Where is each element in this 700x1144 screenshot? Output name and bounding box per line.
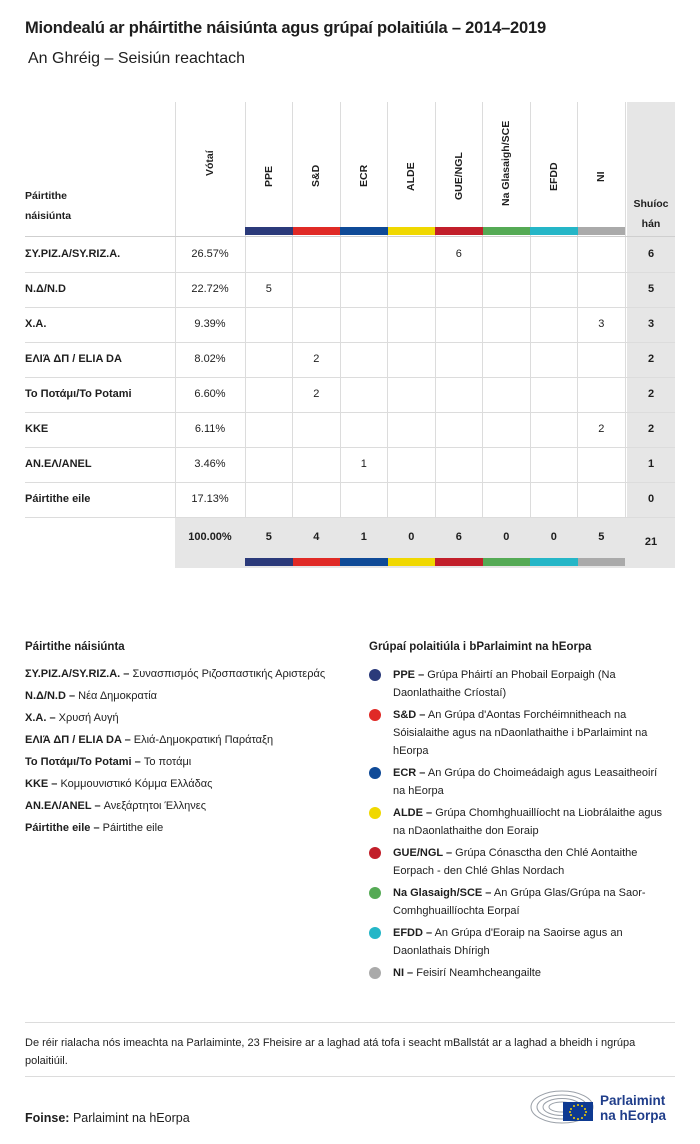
group-color-dot-icon [369,807,381,819]
vote-share: 22.72% [191,283,229,295]
group-seat-count [435,447,483,482]
group-seat-count: 2 [598,423,605,435]
legend-name: Feisirí Neamhcheangailte [416,967,541,979]
total-seats: 0 [647,493,655,505]
group-seat-count [530,237,578,272]
group-seat-count [388,342,436,377]
group-header-ni: NI [595,171,608,182]
legend-abbr: ΚΚΕ – [25,778,58,790]
group-seat-count [530,342,578,377]
table-row [25,342,675,378]
total-votes: 100.00% [188,531,232,543]
group-header-alde: ALDE [405,161,418,191]
group-header-s-d: S&D [310,164,323,187]
legend-name: Ανεξάρτητοι Έλληνες [103,800,207,812]
group-total: 4 [313,531,320,543]
group-total: 5 [598,531,605,543]
group-color-bar-top [245,227,293,235]
legend-name: An Grúpa d'Eoraip na Saoirse agus an Daonlathais Dhírigh [393,927,623,957]
legend-abbr: NI – [393,967,414,979]
party-name: ΚΚΕ [25,423,49,435]
national-party-legend-item [25,773,345,795]
group-seat-count [530,447,578,482]
legend-abbr: GUE/NGL – [393,847,453,859]
group-seat-count [483,342,531,377]
group-seat-count [483,412,531,447]
total-seats: 1 [647,458,655,470]
group-color-bar-bottom [293,558,341,566]
national-party-legend-item [25,685,345,707]
national-parties-legend [25,641,345,839]
group-color-dot-icon [369,847,381,859]
legend-abbr: Na Glasaigh/SCE – [393,887,492,899]
legend-abbr: S&D – [393,709,426,721]
group-header-efdd: EFDD [547,161,560,191]
national-party-legend-item [25,817,345,839]
group-seat-count [578,482,626,517]
political-group-legend-item [369,706,669,760]
group-color-bar-top [293,227,341,235]
group-seat-count [293,412,341,447]
page-subtitle: An Ghréig – Seisiún reachtach [28,50,246,67]
group-seat-count [340,412,388,447]
group-total: 1 [360,531,367,543]
group-header-ppe: PPE [262,165,275,187]
divider [25,1076,675,1077]
group-seat-count [578,377,626,412]
group-color-bar-bottom [483,558,531,566]
group-seat-count [435,307,483,342]
table-row [25,377,675,413]
group-total: 6 [455,531,462,543]
group-seat-count [530,482,578,517]
group-seat-count [530,377,578,412]
group-color-bar-top [530,227,578,235]
group-seat-count [483,447,531,482]
vote-share: 9.39% [194,318,226,330]
group-seat-count [245,307,293,342]
table-row [25,482,675,518]
party-name: Το Ποτάμι/To Potami [25,388,132,400]
vote-share: 17.13% [191,493,229,505]
group-seat-count [578,272,626,307]
group-seat-count [340,307,388,342]
votes-column-header: Vótaí [204,150,216,176]
group-header-ecr: ECR [357,164,370,187]
legend-abbr: EFDD – [393,927,433,939]
legend-name: Grúpa Cónasctha den Chlé Aontaithe Eorpach - den Chlé Ghlas Nordach [393,847,638,877]
group-seat-count [245,447,293,482]
group-seat-count [530,272,578,307]
party-name: ΑΝ.ΕΛ/ANEL [25,458,92,470]
group-color-bar-bottom [530,558,578,566]
group-color-bar-top [340,227,388,235]
political-group-legend-item [369,764,669,800]
group-color-bar-bottom [388,558,436,566]
group-color-dot-icon [369,887,381,899]
page-title: Miondealú ar pháirtithe náisiúnta agus grúpaí polaitiúla – 2014–2019 [25,19,546,37]
national-party-legend-item [25,729,345,751]
legend-name: Νέα Δημοκρατία [78,690,157,702]
table-row [25,307,675,343]
group-color-bar-bottom [578,558,626,566]
group-color-dot-icon [369,927,381,939]
group-seat-count [388,482,436,517]
group-seat-count [245,412,293,447]
political-group-legend-item [369,844,669,880]
total-seats: 2 [647,423,655,435]
party-name: Ν.Δ/N.D [25,283,66,295]
party-name: Páirtithe eile [25,493,91,505]
group-header-gue-ngl: GUE/NGL [452,152,465,200]
divider [25,1022,675,1023]
group-seat-count [388,272,436,307]
group-color-bar-bottom [435,558,483,566]
legend-abbr: PPE – [393,669,425,681]
group-seat-count [578,447,626,482]
legend-abbr: ECR – [393,767,426,779]
legend-abbr: Páirtithe eile – [25,822,100,834]
vote-share: 26.57% [191,248,229,260]
group-seat-count [483,482,531,517]
group-seat-count [388,412,436,447]
political-group-legend-item [369,924,669,960]
legend-name: Κομμουνιστικό Κόμμα Ελλάδας [60,778,213,790]
table-row [25,237,675,273]
rules-note: De réir rialacha nós imeachta na Parlaiminte, 23 Fheisire ar a laghad atá tofa i seacht mBallstát ar a laghad a bheidh i ngrúpa polaitiúil. [25,1037,636,1067]
group-seat-count [293,307,341,342]
legend-name: Το ποτάμι [143,756,192,768]
group-seat-count: 2 [313,353,320,365]
political-group-legend-item [369,884,669,920]
party-column-header: Páirtithe náisiúnta [25,190,72,222]
legend-name: Ελιά-Δημοκρατική Παράταξη [133,734,274,746]
group-seat-count: 5 [265,283,272,295]
group-seat-count [340,272,388,307]
legend-name: Páirtithe eile [102,822,164,834]
national-party-legend-item [25,663,345,685]
group-seat-count [293,272,341,307]
national-parties-legend-title: Páirtithe náisiúnta [25,641,125,653]
group-color-bar-top [435,227,483,235]
european-parliament-logo [530,1085,675,1133]
vote-share: 3.46% [194,458,226,470]
total-seats: 2 [647,388,655,400]
total-seats: 5 [647,283,655,295]
group-color-bar-top [578,227,626,235]
group-seat-count [530,412,578,447]
national-party-legend-item [25,751,345,773]
legend-abbr: Ν.Δ/N.D – [25,690,76,702]
source-label: Foinse: [25,1111,70,1125]
vote-share: 8.02% [194,353,226,365]
group-seat-count [388,447,436,482]
national-party-legend-item [25,795,345,817]
legend-abbr: Το Ποτάμι/To Potami – [25,756,141,768]
legend-abbr: ΑΝ.ΕΛ/ANEL – [25,800,101,812]
legend-name: Grúpa Pháirtí an Phobail Eorpaigh (Na Daonlathaithe Críostaí) [393,669,616,699]
table-row [25,447,675,483]
group-seat-count [578,342,626,377]
group-total: 0 [550,531,557,543]
group-seat-count [578,237,626,272]
group-seat-count [293,447,341,482]
group-color-bar-bottom [245,558,293,566]
vote-share: 6.60% [194,388,226,400]
group-seat-count: 6 [455,248,462,260]
group-seat-count: 1 [360,458,367,470]
group-color-dot-icon [369,967,381,979]
group-header-na-glasaigh-sce: Na Glasaigh/SCE [500,120,513,206]
group-seat-count [340,482,388,517]
group-seat-count [245,342,293,377]
group-color-dot-icon [369,767,381,779]
group-seat-count [245,377,293,412]
total-seats: 2 [647,353,655,365]
group-seat-count [483,237,531,272]
group-seat-count [293,237,341,272]
group-seat-count: 2 [313,388,320,400]
grand-total-seats: 21 [644,536,658,548]
group-seat-count [435,272,483,307]
political-group-legend-item [369,804,669,840]
legend-name: An Grúpa Glas/Grúpa na Saor-Comhghuaillíochta Eorpaí [393,887,646,917]
legend-name: Χρυσή Αυγή [58,712,119,724]
group-seat-count [340,377,388,412]
group-total: 0 [503,531,510,543]
legend-abbr: ΕΛΙΆ ΔΠ / ELIA DA – [25,734,131,746]
total-seats: 3 [647,318,655,330]
group-seat-count [388,237,436,272]
legend-abbr: Χ.Α. – [25,712,56,724]
legend-name: Συνασπισμός Ριζοσπαστικής Αριστεράς [132,668,326,680]
party-name: ΕΛΙΆ ΔΠ / ELIA DA [25,353,122,365]
group-seat-count [435,342,483,377]
group-seat-count [435,482,483,517]
group-seat-count [245,237,293,272]
party-name: Χ.Α. [25,318,47,330]
group-seat-count [245,482,293,517]
party-name: ΣΥ.ΡΙΖ.Α/SY.RIZ.A. [25,248,121,260]
vote-share: 6.11% [194,423,226,435]
political-group-legend-item [369,666,669,702]
group-color-dot-icon [369,709,381,721]
source-line [25,1111,190,1125]
legend-name: An Grúpa do Choimeádaigh agus Leasaitheoirí na hEorpa [393,767,658,797]
legend-abbr: ALDE – [393,807,433,819]
group-color-bar-top [388,227,436,235]
logo-text-line2: na hEorpa [600,1108,667,1123]
group-seat-count [483,377,531,412]
group-color-dot-icon [369,669,381,681]
group-seat-count [340,342,388,377]
logo-text-line1: Parlaimint [600,1093,666,1108]
group-seat-count [388,307,436,342]
group-color-bar-bottom [340,558,388,566]
group-seat-count [483,272,531,307]
group-seat-count: 3 [598,318,605,330]
group-seat-count [435,377,483,412]
group-seat-count [388,377,436,412]
group-seat-count [483,307,531,342]
legend-abbr: ΣΥ.ΡΙΖ.Α/SY.RIZ.A. – [25,668,130,680]
political-group-legend-item [369,964,669,982]
source-value: Parlaimint na hEorpa [72,1111,190,1125]
seats-column-header: Shuíoc hán [633,198,669,230]
total-seats: 6 [647,248,655,260]
group-color-bar-top [483,227,531,235]
group-total: 0 [408,531,415,543]
group-seat-count [293,482,341,517]
table-row [25,412,675,448]
group-seat-count [435,412,483,447]
group-total: 5 [265,531,272,543]
group-seat-count [340,237,388,272]
legend-name: An Grúpa d'Aontas Forchéimnitheach na Sóisialaithe agus na nDaonlathaithe i bParlaimint na hEorpa [393,709,648,757]
national-party-legend-item [25,707,345,729]
legend-name: Grúpa Chomhghuaillíocht na Liobrálaithe agus na nDaonlathaithe don Eoraip [393,807,663,837]
group-seat-count [530,307,578,342]
political-groups-legend [369,641,669,986]
political-groups-legend-title: Grúpaí polaitiúla i bParlaimint na hEorpa [369,641,592,653]
totals-row [25,517,675,558]
table-row [25,272,675,308]
